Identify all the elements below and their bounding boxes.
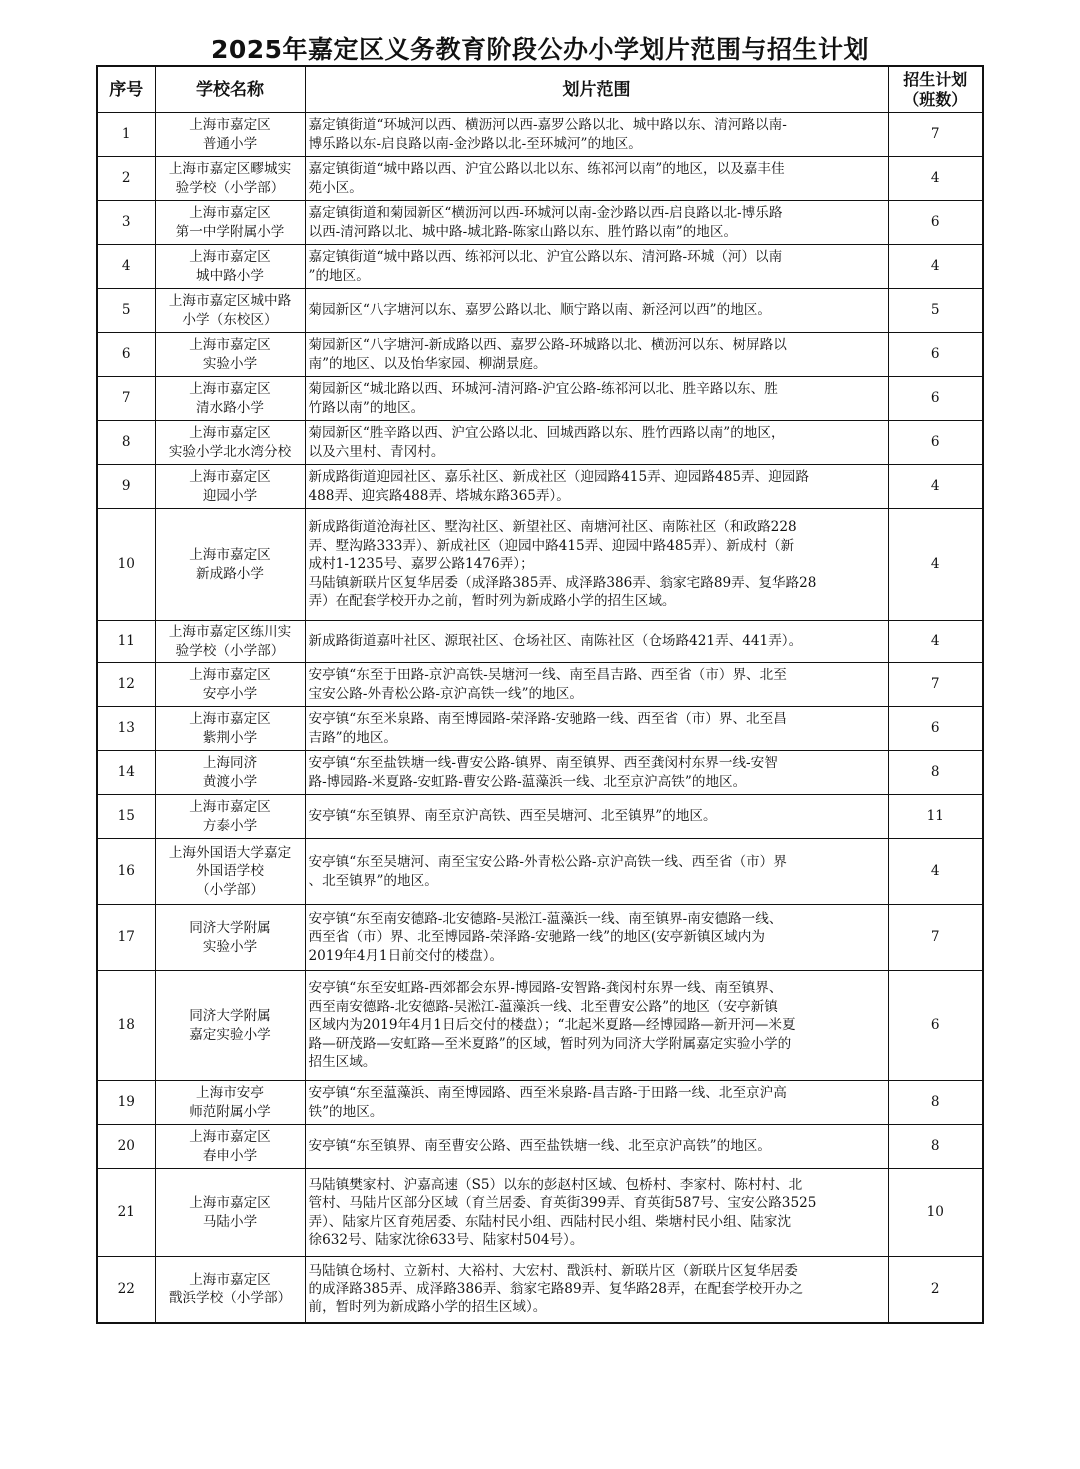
catchment-area: 安亭镇“东至盐铁塘一线-曹安公路-镇界、南至镇界、西至龚闵村东界一线-安智 路-博园路-米夏路-安虹路-曹安公路-蕰藻浜一线、北至京沪高铁”的地区。 bbox=[305, 751, 888, 795]
catchment-area: 嘉定镇街道“环城河以西、横沥河以西-嘉罗公路以北、城中路以东、清河路以南- 博乐路以东-启良路以南-金沙路以北-至环城河”的地区。 bbox=[305, 113, 888, 157]
enrollment-quota: 4 bbox=[888, 245, 983, 289]
school-name: 上海市嘉定区 迎园小学 bbox=[155, 465, 305, 509]
table-row bbox=[97, 839, 983, 905]
school-name: 上海市安亭 师范附属小学 bbox=[155, 1081, 305, 1125]
school-name: 上海市嘉定区 春申小学 bbox=[155, 1125, 305, 1169]
table-row bbox=[97, 421, 983, 465]
row-number: 6 bbox=[97, 333, 155, 377]
table-row bbox=[97, 201, 983, 245]
catchment-area: 安亭镇“东至吴塘河、南至宝安公路-外青松公路-京沪高铁一线、西至省（市）界 、北至镇界”的地区。 bbox=[305, 839, 888, 905]
page-title: 2025年嘉定区义务教育阶段公办小学划片范围与招生计划 bbox=[210, 35, 870, 64]
enrollment-table bbox=[96, 65, 984, 1324]
table-row bbox=[97, 245, 983, 289]
school-name: 上海市嘉定区疁城实 验学校（小学部） bbox=[155, 157, 305, 201]
catchment-area: 菊园新区“八字塘河-新成路以西、嘉罗公路-环城路以北、横沥河以东、树屏路以 南”的地区、以及怡华家园、柳湖景庭。 bbox=[305, 333, 888, 377]
enrollment-quota: 6 bbox=[888, 377, 983, 421]
enrollment-quota: 7 bbox=[888, 113, 983, 157]
table-row bbox=[97, 333, 983, 377]
school-name: 上海市嘉定区城中路 小学（东校区） bbox=[155, 289, 305, 333]
row-number: 20 bbox=[97, 1125, 155, 1169]
row-number: 21 bbox=[97, 1169, 155, 1257]
table-row bbox=[97, 465, 983, 509]
row-number: 13 bbox=[97, 707, 155, 751]
table-row bbox=[97, 621, 983, 663]
enrollment-quota: 4 bbox=[888, 621, 983, 663]
school-name: 上海市嘉定区 清水路小学 bbox=[155, 377, 305, 421]
row-number: 7 bbox=[97, 377, 155, 421]
row-number: 12 bbox=[97, 663, 155, 707]
catchment-area: 嘉定镇街道“城中路以西、沪宜公路以北以东、练祁河以南”的地区，以及嘉丰佳 苑小区。 bbox=[305, 157, 888, 201]
school-name: 上海市嘉定区练川实 验学校（小学部） bbox=[155, 621, 305, 663]
table-row bbox=[97, 707, 983, 751]
catchment-area: 马陆镇樊家村、沪嘉高速（S5）以东的彭赵村区域、包桥村、李家村、陈村村、北 管村、马陆片区部分区域（育兰居委、育英街399弄、育英街587号、宝安公路3525 弄）、陆家片区育苑居委、东陆村民小组、西陆村民小组、柴塘村民小组、陆家沈 徐632号、陆家沈徐633号、陆家村504号）。 bbox=[305, 1169, 888, 1257]
catchment-area: 安亭镇“东至蕰藻浜、南至博园路、西至米泉路-昌吉路-于田路一线、北至京沪高 铁”的地区。 bbox=[305, 1081, 888, 1125]
table-row bbox=[97, 795, 983, 839]
school-name: 上海市嘉定区 马陆小学 bbox=[155, 1169, 305, 1257]
enrollment-quota: 11 bbox=[888, 795, 983, 839]
table-row bbox=[97, 377, 983, 421]
catchment-area: 嘉定镇街道和菊园新区“横沥河以西-环城河以南-金沙路以西-启良路以北-博乐路 以西-清河路以北、城中路-城北路-陈家山路以东、胜竹路以南”的地区。 bbox=[305, 201, 888, 245]
row-number: 8 bbox=[97, 421, 155, 465]
enrollment-quota: 8 bbox=[888, 1081, 983, 1125]
enrollment-quota: 4 bbox=[888, 465, 983, 509]
row-number: 3 bbox=[97, 201, 155, 245]
school-name: 上海市嘉定区 安亭小学 bbox=[155, 663, 305, 707]
row-number: 4 bbox=[97, 245, 155, 289]
catchment-area: 菊园新区“城北路以西、环城河-清河路-沪宜公路-练祁河以北、胜辛路以东、胜 竹路以南”的地区。 bbox=[305, 377, 888, 421]
school-name: 上海市嘉定区 城中路小学 bbox=[155, 245, 305, 289]
row-number: 5 bbox=[97, 289, 155, 333]
table-row bbox=[97, 509, 983, 621]
enrollment-quota: 8 bbox=[888, 1125, 983, 1169]
catchment-area: 新成路街道嘉叶社区、源珉社区、仓场社区、南陈社区（仓场路421弄、441弄）。 bbox=[305, 621, 888, 663]
school-name: 上海市嘉定区 新成路小学 bbox=[155, 509, 305, 621]
catchment-area: 安亭镇“东至南安德路-北安德路-吴淞江-蕰藻浜一线、南至镇界-南安德路一线、 西至省（市）界、北至博园路-荣泽路-安驰路一线”的地区(安亭新镇区域内为 2019年4月1日前交付的楼盘）。 bbox=[305, 905, 888, 971]
catchment-area: 菊园新区“胜辛路以西、沪宜公路以北、回城西路以东、胜竹西路以南”的地区， 以及六里村、青冈村。 bbox=[305, 421, 888, 465]
school-name: 上海同济 黄渡小学 bbox=[155, 751, 305, 795]
school-name: 上海市嘉定区 方泰小学 bbox=[155, 795, 305, 839]
enrollment-quota: 6 bbox=[888, 333, 983, 377]
row-number: 10 bbox=[97, 509, 155, 621]
table-row bbox=[97, 1169, 983, 1257]
catchment-area: 安亭镇“东至镇界、南至曹安公路、西至盐铁塘一线、北至京沪高铁”的地区。 bbox=[305, 1125, 888, 1169]
enrollment-quota: 4 bbox=[888, 157, 983, 201]
table-row bbox=[97, 1125, 983, 1169]
school-name: 上海外国语大学嘉定 外国语学校 （小学部） bbox=[155, 839, 305, 905]
catchment-area: 安亭镇“东至安虹路-西郊都会东界-博园路-安智路-龚闵村东界一线、南至镇界、 西至南安德路-北安德路-吴淞江-蕰藻浜一线、北至曹安公路”的地区（安亭新镇 区域内为2019年4月1日后交付的楼盘）；“北起米夏路—经博园路—新开河—米夏 路—研茂路—安虹路—至米夏路”的区域，暂时列为同济大学附属嘉定实验小学的 招生区域。 bbox=[305, 971, 888, 1081]
enrollment-quota: 5 bbox=[888, 289, 983, 333]
catchment-area: 嘉定镇街道“城中路以西、练祁河以北、沪宜公路以东、清河路-环城（河）以南 ”的地区。 bbox=[305, 245, 888, 289]
table-row bbox=[97, 663, 983, 707]
catchment-area: 安亭镇“东至于田路-京沪高铁-吴塘河一线、南至昌吉路、西至省（市）界、北至 宝安公路-外青松公路-京沪高铁一线”的地区。 bbox=[305, 663, 888, 707]
header-area: 划片范围 bbox=[305, 66, 888, 113]
school-name: 上海市嘉定区 实验小学北水湾分校 bbox=[155, 421, 305, 465]
table-row bbox=[97, 1257, 983, 1323]
enrollment-quota: 6 bbox=[888, 971, 983, 1081]
row-number: 17 bbox=[97, 905, 155, 971]
enrollment-quota: 7 bbox=[888, 663, 983, 707]
catchment-area: 安亭镇“东至米泉路、南至博园路-荣泽路-安驰路一线、西至省（市）界、北至昌 吉路”的地区。 bbox=[305, 707, 888, 751]
table-row bbox=[97, 751, 983, 795]
catchment-area: 新成路街道迎园社区、嘉乐社区、新成社区（迎园路415弄、迎园路485弄、迎园路 488弄、迎宾路488弄、塔城东路365弄）。 bbox=[305, 465, 888, 509]
enrollment-quota: 2 bbox=[888, 1257, 983, 1323]
row-number: 11 bbox=[97, 621, 155, 663]
row-number: 14 bbox=[97, 751, 155, 795]
enrollment-quota: 6 bbox=[888, 201, 983, 245]
enrollment-quota: 4 bbox=[888, 509, 983, 621]
header-row bbox=[97, 66, 983, 113]
row-number: 16 bbox=[97, 839, 155, 905]
school-name: 上海市嘉定区 第一中学附属小学 bbox=[155, 201, 305, 245]
row-number: 18 bbox=[97, 971, 155, 1081]
row-number: 9 bbox=[97, 465, 155, 509]
school-name: 上海市嘉定区 戬浜学校（小学部） bbox=[155, 1257, 305, 1323]
enrollment-quota: 10 bbox=[888, 1169, 983, 1257]
row-number: 1 bbox=[97, 113, 155, 157]
enrollment-quota: 6 bbox=[888, 421, 983, 465]
enrollment-quota: 4 bbox=[888, 839, 983, 905]
catchment-area: 菊园新区“八字塘河以东、嘉罗公路以北、顺宁路以南、新泾河以西”的地区。 bbox=[305, 289, 888, 333]
header-quota: 招生计划 （班数） bbox=[888, 66, 983, 113]
school-name: 同济大学附属 实验小学 bbox=[155, 905, 305, 971]
enrollment-quota: 7 bbox=[888, 905, 983, 971]
table-row bbox=[97, 905, 983, 971]
enrollment-quota: 6 bbox=[888, 707, 983, 751]
table-row bbox=[97, 157, 983, 201]
row-number: 15 bbox=[97, 795, 155, 839]
table-row bbox=[97, 1081, 983, 1125]
school-name: 上海市嘉定区 实验小学 bbox=[155, 333, 305, 377]
school-name: 上海市嘉定区 紫荆小学 bbox=[155, 707, 305, 751]
table-row bbox=[97, 971, 983, 1081]
school-name: 上海市嘉定区 普通小学 bbox=[155, 113, 305, 157]
row-number: 2 bbox=[97, 157, 155, 201]
table-row bbox=[97, 289, 983, 333]
enrollment-quota: 8 bbox=[888, 751, 983, 795]
school-name: 同济大学附属 嘉定实验小学 bbox=[155, 971, 305, 1081]
catchment-area: 马陆镇仓场村、立新村、大裕村、大宏村、戬浜村、新联片区（新联片区复华居委 的成泽路385弄、成泽路386弄、翁家宅路89弄、复华路28弄，在配套学校开办之 前，暂时列为新成路小学的招生区域）。 bbox=[305, 1257, 888, 1323]
header-school: 学校名称 bbox=[155, 66, 305, 113]
header-no: 序号 bbox=[97, 66, 155, 113]
table-row bbox=[97, 113, 983, 157]
catchment-area: 安亭镇“东至镇界、南至京沪高铁、西至吴塘河、北至镇界”的地区。 bbox=[305, 795, 888, 839]
row-number: 19 bbox=[97, 1081, 155, 1125]
row-number: 22 bbox=[97, 1257, 155, 1323]
catchment-area: 新成路街道沧海社区、墅沟社区、新望社区、南塘河社区、南陈社区（和政路228 弄、墅沟路333弄）、新成社区（迎园中路415弄、迎园中路485弄）、新成村（新 成村1-1235号、嘉罗公路1476弄）； 马陆镇新联片区复华居委（成泽路385弄、成泽路386弄、翁家宅路89弄、复华路28 弄）在配套学校开办之前，暂时列为新成路小学的招生区域。 bbox=[305, 509, 888, 621]
